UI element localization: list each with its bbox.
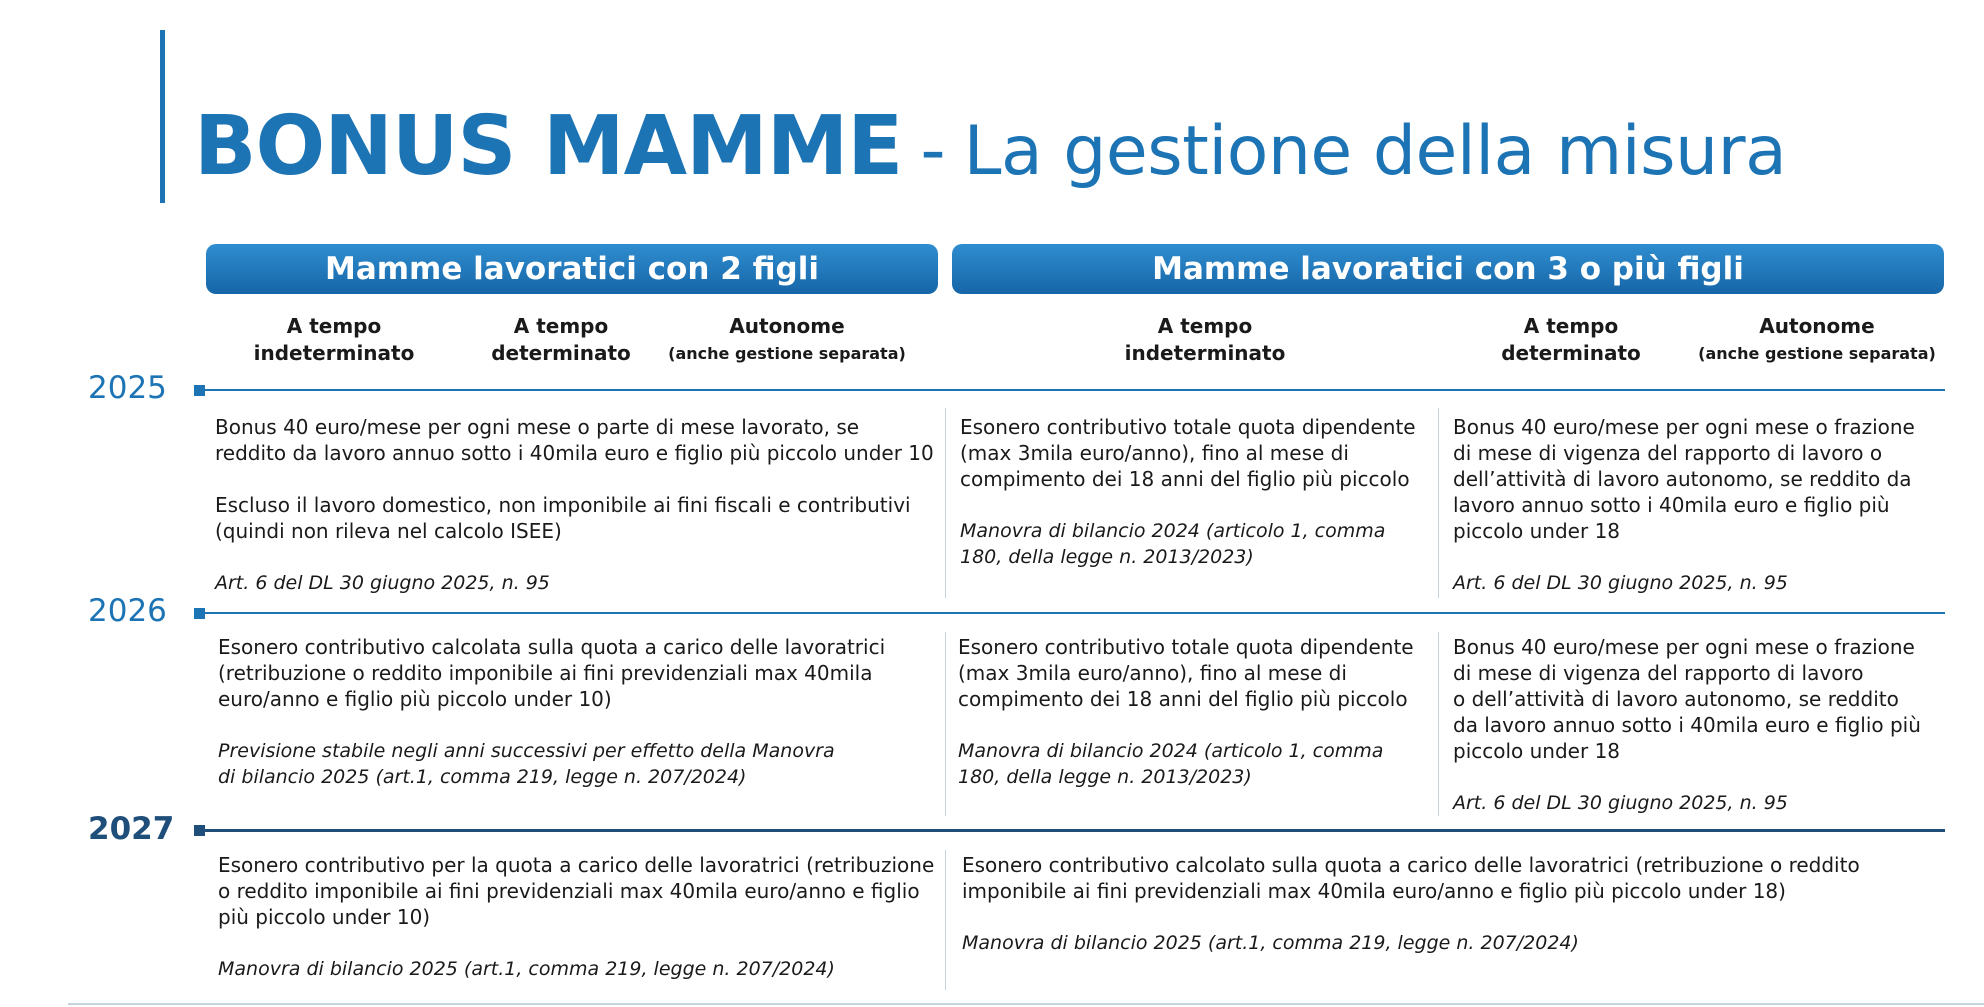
year-divider-2027 (205, 829, 1945, 832)
column-divider (945, 850, 946, 990)
column-header-self-employed: Autonome (anche gestione separata) (668, 314, 906, 363)
group-header-two-children: Mamme lavoratici con 2 figli (206, 244, 938, 294)
column-header-permanent-3: A tempo indeterminato (1124, 314, 1286, 365)
title-subtitle: La gestione della misura (963, 112, 1787, 191)
cell-2025-two-children: Bonus 40 euro/mese per ogni mese o parte di mese lavorato, se reddito da lavoro annuo sotto i 40mila euro e figlio più piccolo under 10 Escluso il lavoro domestico, non imponibile ai fini fiscali e contributivi (quindi non rileva nel calcolo ISEE) Art. 6 del DL 30 giugno 2025, n. 95 (215, 415, 934, 594)
column-divider (945, 408, 946, 598)
year-label-2025: 2025 (88, 370, 167, 406)
column-header-permanent: A tempo indeterminato (253, 314, 415, 365)
cell-2027-three-children: Esonero contributivo calcolato sulla quota a carico delle lavoratrici (retribuzione o reddito imponibile ai fini previdenziali max 40mila euro/anno e figlio più piccolo under 18) Manovra di bilancio 2025 (art.1, comma 219, legge n. 207/2024) (962, 852, 1942, 956)
cell-2026-two-children: Esonero contributivo calcolata sulla quota a carico delle lavoratrici (retribuzione o reddito imponibile ai fini previdenziali max 40mila euro/anno e figlio più piccolo under 10) Previsione stabile negli anni successivi per effetto della Manovra di bilancio 2025 (art.1, comma 219, legge n. 207/2024) (218, 634, 938, 790)
legal-reference: Art. 6 del DL 30 giugno 2025, n. 95 (215, 572, 550, 594)
legal-reference: Manovra di bilancio 2024 (articolo 1, comma (958, 740, 1384, 762)
cell-2027-two-children: Esonero contributivo per la quota a carico delle lavoratrici (retribuzione o reddito imponibile ai fini previdenziali max 40mila euro/anno e figlio più piccolo under 10) Manovra di bilancio 2025 (art.1, comma 219, legge n. 207/2024) (218, 852, 938, 982)
legal-reference: Art. 6 del DL 30 giugno 2025, n. 95 (1453, 792, 1788, 814)
legal-reference: Manovra di bilancio 2025 (art.1, comma 219, legge n. 207/2024) (218, 958, 835, 980)
legal-reference: di bilancio 2025 (art.1, comma 219, legge n. 207/2024) (218, 766, 747, 788)
column-divider (1438, 408, 1439, 598)
title-separator: - (920, 109, 946, 191)
column-divider (945, 632, 946, 816)
page-title (194, 99, 1787, 194)
year-divider-2026 (205, 612, 1945, 614)
year-divider-2025 (205, 389, 1945, 391)
title-main: BONUS MAMME (194, 99, 903, 194)
year-marker-2025 (194, 385, 205, 396)
year-marker-2027 (194, 825, 205, 836)
column-header-self-employed-3: Autonome (anche gestione separata) (1698, 314, 1936, 363)
year-label-2026: 2026 (88, 593, 167, 629)
title-accent-bar (160, 30, 165, 203)
cell-2025-three-children-permanent: Esonero contributivo totale quota dipendente (max 3mila euro/anno), fino al mese di compimento dei 18 anni del figlio più piccolo Manovra di bilancio 2024 (articolo 1, comma 180, della legge n. 2013/2023) (960, 414, 1430, 570)
cell-2026-three-children-other: Bonus 40 euro/mese per ogni mese o frazione di mese di vigenza del rapporto di lavoro o dell’attività di lavoro autonomo, se reddito da lavoro annuo sotto i 40mila euro e figlio più piccolo under 18 Art. 6 del DL 30 giugno 2025, n. 95 (1453, 634, 1953, 816)
bottom-rule (68, 1003, 1984, 1005)
legal-reference: Previsione stabile negli anni successivi per effetto della Manovra (218, 740, 835, 762)
column-header-fixed-term-3: A tempo determinato (1501, 314, 1641, 365)
cell-2026-three-children-permanent: Esonero contributivo totale quota dipendente (max 3mila euro/anno), fino al mese di compimento dei 18 anni del figlio più piccolo Manovra di bilancio 2024 (articolo 1, comma 180, della legge n. 2013/2023) (958, 634, 1428, 790)
column-header-fixed-term: A tempo determinato (491, 314, 631, 365)
year-label-2027: 2027 (88, 811, 175, 847)
legal-reference: Manovra di bilancio 2025 (art.1, comma 219, legge n. 207/2024) (962, 932, 1579, 954)
cell-2025-three-children-other: Bonus 40 euro/mese per ogni mese o frazione di mese di vigenza del rapporto di lavoro o dell’attività di lavoro autonomo, se reddito da lavoro annuo sotto i 40mila euro e figlio più piccolo under 18 Art. 6 del DL 30 giugno 2025, n. 95 (1453, 414, 1953, 596)
legal-reference: Manovra di bilancio 2024 (articolo 1, comma (960, 520, 1386, 542)
year-marker-2026 (194, 608, 205, 619)
legal-reference: Art. 6 del DL 30 giugno 2025, n. 95 (1453, 572, 1788, 594)
column-divider (1438, 632, 1439, 816)
legal-reference: 180, della legge n. 2013/2023) (958, 766, 1252, 788)
group-header-three-children: Mamme lavoratici con 3 o più figli (952, 244, 1944, 294)
legal-reference: 180, della legge n. 2013/2023) (960, 546, 1254, 568)
